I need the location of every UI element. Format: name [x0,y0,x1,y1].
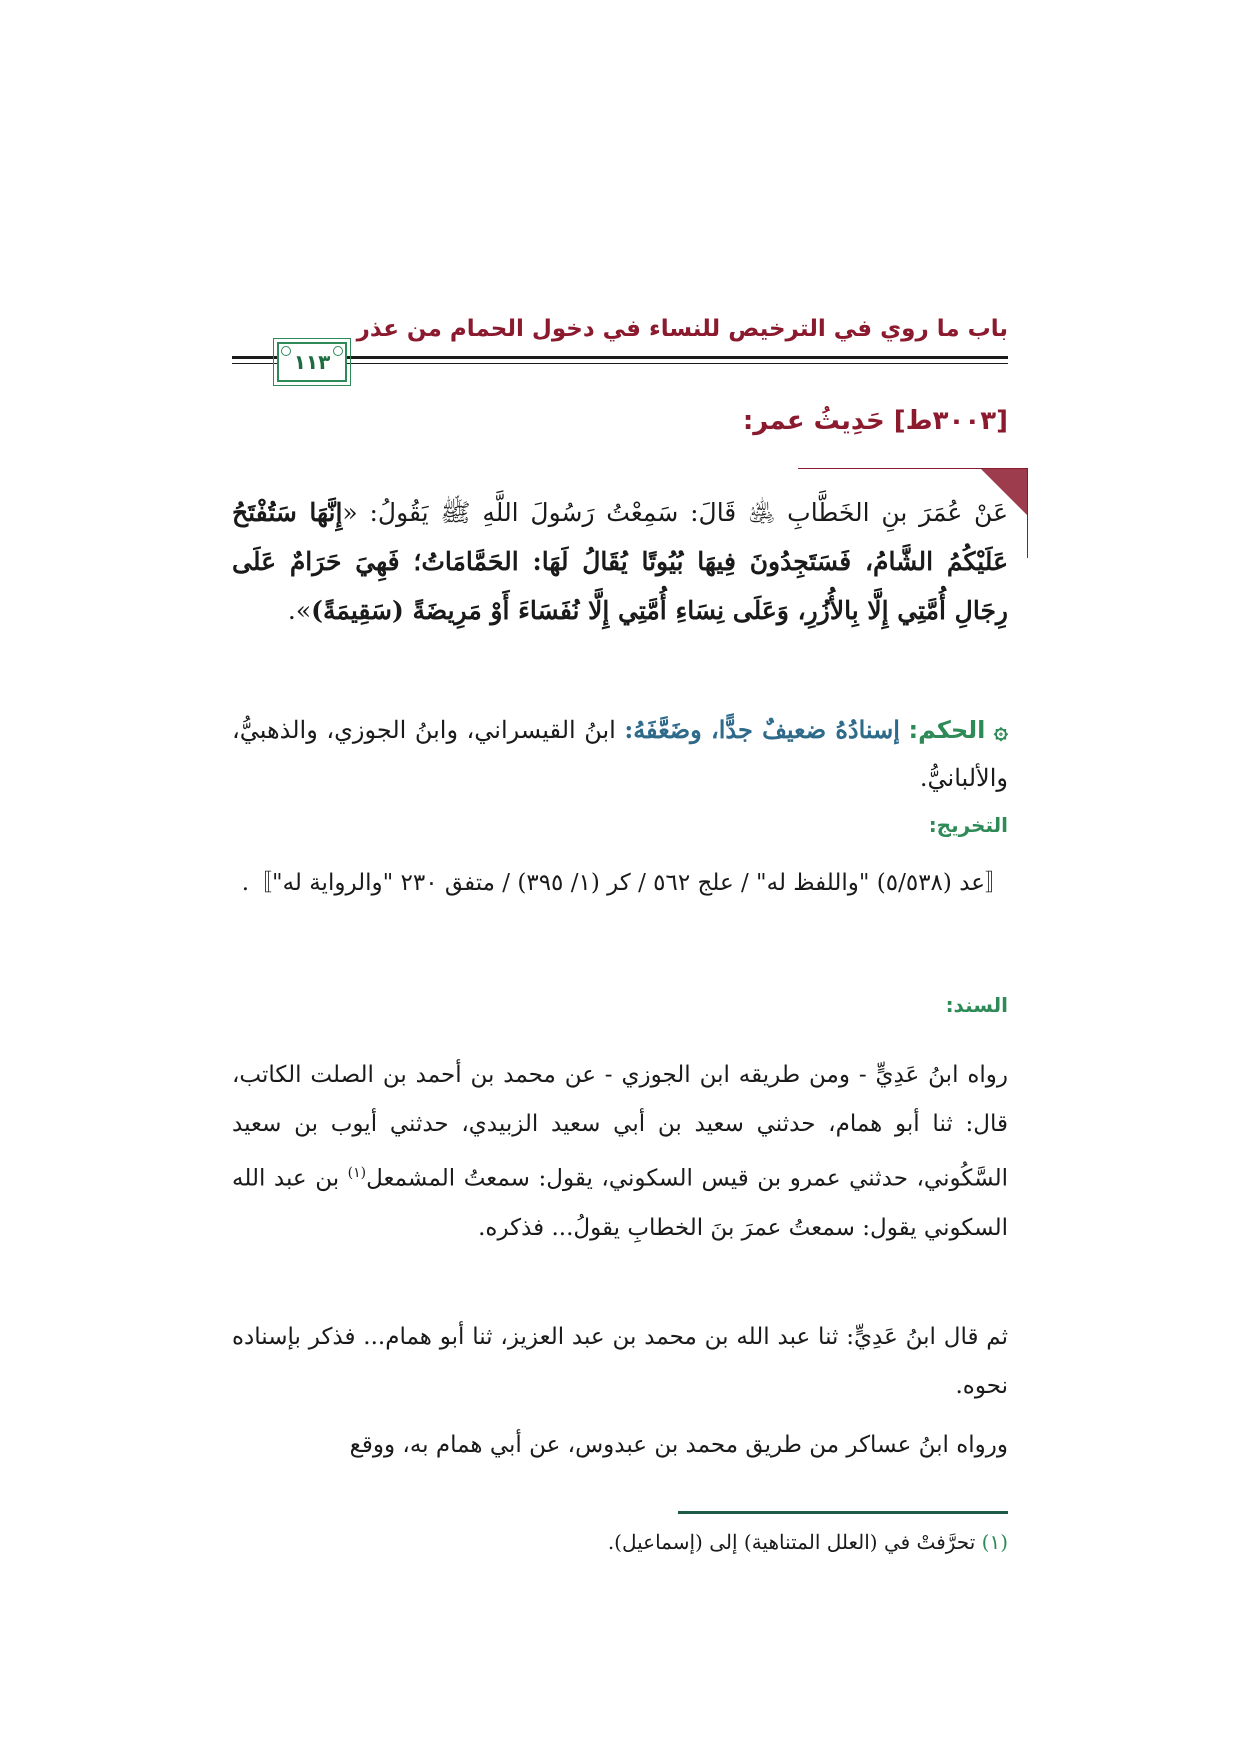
hadith-intro: عَنْ عُمَرَ بنِ الخَطَّابِ ﵁ قَالَ: سَمِعْتُ رَسُولَ اللَّهِ ﷺ يَقُولُ: « [342,498,1009,527]
chapter-title: باب ما روي في الترخيص للنساء في دخول الحمام من عذر [356,316,1008,342]
header-rule-thin [232,363,1008,364]
header-rule [232,356,1008,359]
sanad-p1-after: بن عبد الله السكوني يقول: سمعتُ عمرَ بنَ الخطابِ يقولُ... فذكره. [232,1165,1008,1241]
sanad-paragraph-1 [232,1051,1008,1253]
sanad-paragraph-3: ورواه ابنُ عساكر من طريق محمد بن عبدوس، عن أبي همام به، ووقع [349,1432,1008,1458]
footnote-number: (١) [981,1530,1008,1554]
sanad-p1-before: رواه ابنُ عَدِيٍّ - ومن طريقه ابن الجوزي - عن محمد بن أحمد بن الصلت الكاتب، قال: ثنا أبو همام، حدثني سعيد بن أبي سعيد الزبيدي، حدثني أيوب بن سعيد السَّكُوني، حدثني عمرو بن قيس السكوني، يقول: سمعتُ المشمعل [232,1062,1008,1192]
page-number-badge [277,342,347,382]
ruling-label: الحكم: [908,716,986,744]
page-number: ١١٣ [293,350,331,374]
hadith-heading: [٣٠٠٣ط] حَدِيثُ عمر: [742,406,1008,436]
box-top-line [798,468,1028,469]
sanad-title: السند: [945,993,1008,1017]
hadith-quote: إِنَّهَا سَتُفْتَحُ عَلَيْكُمُ الشَّامُ، فَسَتَجِدُونَ فِيهَا بُيُوتًا يُقَالُ لَهَا: الحَمَّامَاتُ؛ فَهِيَ حَرَامٌ عَلَى رِجَالِ أُمَّتِي إِلَّا بِالأُزُرِ، وَعَلَى نِسَاءِ أُمَّتِي إِلَّا نُفَسَاءَ أَوْ مَرِيضَةً (سَقِيمَةً) [232,498,1008,625]
footnote [232,1522,1008,1562]
box-side-line [1027,468,1028,558]
hadith-text [232,488,1008,635]
sanad-paragraph-2: ثم قال ابنُ عَدِيٍّ: ثنا عبد الله بن محمد بن عبد العزيز، ثنا أبو همام... فذكر بإسناده نحوه. [232,1324,1008,1399]
ruling-text: ابنُ القيسراني، وابنُ الجوزي، والذهبيُّ، والألبانيُّ. [232,716,1008,792]
hadith-outro: ». [287,596,312,625]
footnote-separator [678,1511,1008,1514]
running-header [232,308,1008,382]
takhrij-title: التخريج: [928,813,1008,837]
ornament-icon: ۞ [993,715,1008,744]
takhrij-text: 〚عد (٥/٥٣٨) "واللفظ له" / علج ٥٦٢ / كر (١/ ٣٩٥) / متفق ٢٣٠ "والرواية له"〛. [241,870,1008,896]
ruling-paragraph [232,706,1008,802]
footnote-text: تحرَّفتْ في (العلل المتناهية) إلى (إسماعيل). [607,1530,976,1554]
ruling-verdict: إسنادُهُ ضعيفٌ جدًّا، وضَعَّفَهُ: [624,715,900,744]
footnote-reference: (١) [347,1165,367,1181]
